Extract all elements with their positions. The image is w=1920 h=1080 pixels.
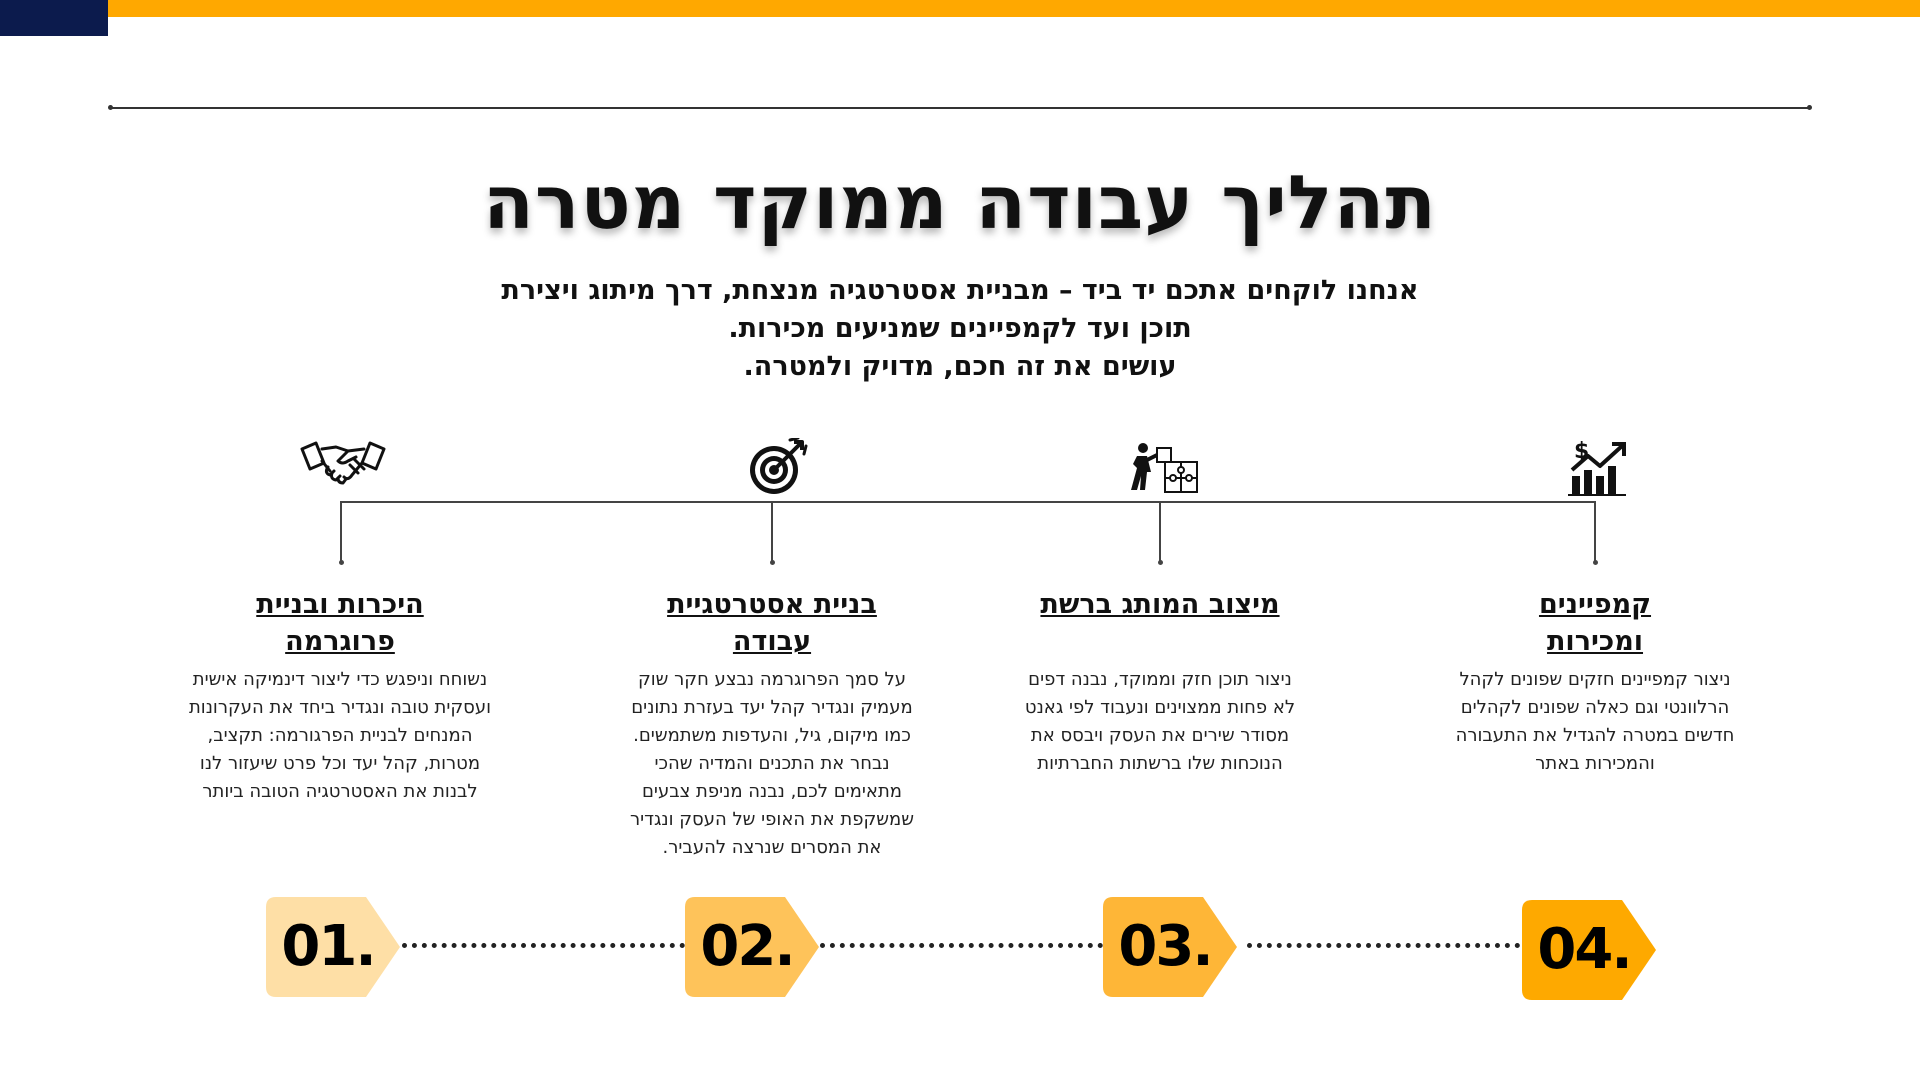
description-line: את המסרים שנרצה להעביר. <box>662 837 882 858</box>
step-number: 04. <box>1537 917 1631 982</box>
description-line: נבחר את התכנים והמדיה שהכי <box>654 753 890 774</box>
top-accent-bar <box>0 0 1920 17</box>
heading-line: קמפיינים <box>1538 589 1652 620</box>
heading-line: בניית אסטרטגיית <box>667 589 877 620</box>
step-number: 01. <box>281 914 375 979</box>
step-2-description <box>617 666 927 862</box>
timeline-dot <box>1593 560 1598 565</box>
step-3-heading <box>1000 586 1320 623</box>
step-number: 02. <box>700 914 794 979</box>
dotted-connector <box>820 943 1103 948</box>
timeline-dot <box>339 560 344 565</box>
growth-chart-icon <box>1552 438 1642 498</box>
divider-cap-right <box>1807 105 1812 110</box>
header-divider <box>110 107 1810 109</box>
timeline-dot <box>1158 560 1163 565</box>
page-title: תהליך עבודה ממוקד מטרה <box>483 160 1437 246</box>
heading-line: עבודה <box>732 626 812 657</box>
description-line: על סמך הפרוגרמה נבצע חקר שוק <box>638 669 906 690</box>
subtitle-line: עושים את זה חכם, מדויק ולמטרה. <box>743 351 1177 382</box>
heading-line: ומכירות <box>1546 626 1644 657</box>
description-line: והמכירות באתר <box>1535 753 1655 774</box>
subtitle-line: אנחנו לוקחים אתכם יד ביד – מבניית אסטרטגיה מנצחת, דרך מיתוג ויצירת <box>501 275 1419 306</box>
step-badge-2 <box>685 897 821 997</box>
description-line: נשוחח וניפגש כדי ליצור דינמיקה אישית <box>192 669 488 690</box>
timeline-tick <box>1594 501 1596 563</box>
step-badge-3 <box>1103 897 1239 997</box>
step-2-heading <box>612 586 932 660</box>
description-line: שמשקפת את האופי של העסק ונגדיר <box>629 809 914 830</box>
description-line: ועסקית טובה ונגדיר ביחד את העקרונות <box>188 697 492 718</box>
target-icon <box>730 438 820 498</box>
page-subtitle <box>440 272 1480 386</box>
step-1-description <box>185 666 495 806</box>
handshake-icon <box>298 435 388 495</box>
step-3-description <box>1005 666 1315 778</box>
description-line: ניצור תוכן חזק וממוקד, נבנה דפים <box>1028 669 1292 690</box>
description-line: לא פחות ממצוינים ונעבוד לפי גאנט <box>1024 697 1296 718</box>
description-line: המנחים לבניית הפרגורמה: תקציב, <box>207 725 473 746</box>
description-line: מעמיק ונגדיר קהל יעד בעזרת נתונים <box>631 697 913 718</box>
step-badge-1 <box>266 897 402 997</box>
description-line: הנוכחות שלו ברשתות החברתיות <box>1037 753 1283 774</box>
description-line: מטרות, קהל יעד וכל פרט שיעזור לנו <box>199 753 481 774</box>
heading-line: מיצוב המותג ברשת <box>1040 589 1280 620</box>
subtitle-line: תוכן ועד לקמפיינים שמניעים מכירות. <box>728 313 1192 344</box>
step-4-description <box>1440 666 1750 778</box>
step-number: 03. <box>1118 914 1212 979</box>
description-line: חדשים במטרה להגדיל את התעבורה <box>1455 725 1735 746</box>
timeline-tick <box>771 501 773 563</box>
heading-line: פרוגרמה <box>285 626 395 657</box>
timeline-tick <box>1159 501 1161 563</box>
description-line: כמו מיקום, גיל, והעדפות משתמשים. <box>633 725 911 746</box>
description-line: מסודר שירים את העסק ויבסס את <box>1030 725 1290 746</box>
top-navy-block <box>0 0 108 36</box>
step-badge-4 <box>1522 900 1658 1000</box>
description-line: ניצור קמפיינים חזקים שפונים לקהל <box>1459 669 1731 690</box>
timeline-line <box>340 501 1596 503</box>
dotted-connector <box>402 943 685 948</box>
step-4-heading <box>1435 586 1755 660</box>
dotted-connector <box>1247 943 1530 948</box>
description-line: מתאימים לכם, נבנה מניפת צבעים <box>641 781 903 802</box>
description-line: לבנות את האסטרטגיה הטובה ביותר <box>202 781 478 802</box>
dollar-sign: $ <box>1574 439 1590 464</box>
description-line: הרלוונטי וגם כאלה שפונים לקהלים <box>1460 697 1730 718</box>
timeline-dot <box>770 560 775 565</box>
timeline-tick <box>340 501 342 563</box>
divider-cap-left <box>108 105 113 110</box>
puzzle-builder-icon <box>1115 438 1205 498</box>
step-1-heading <box>180 586 500 660</box>
heading-line: היכרות ובניית <box>256 589 424 620</box>
